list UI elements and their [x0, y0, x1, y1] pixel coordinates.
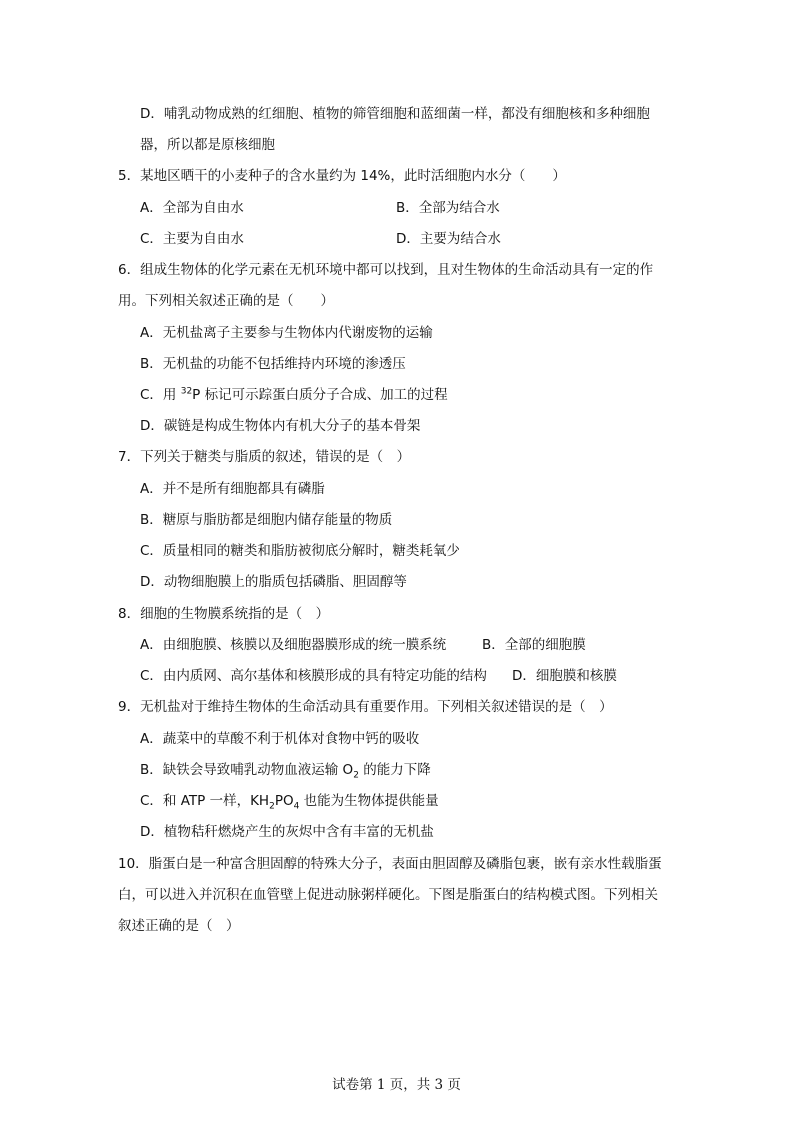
q5-option-a: A．全部为自由水 [140, 200, 244, 216]
q9-option-b [140, 761, 431, 779]
q9-option-a: A．蔬菜中的草酸不利于机体对食物中钙的吸收 [140, 731, 420, 747]
q9-option-c-post: 也能为生物体提供能量 [299, 793, 439, 809]
q9-option-b-pre: B．缺铁会导致哺乳动物血液运输 O [140, 762, 354, 778]
q7-stem: 7．下列关于糖类与脂质的叙述，错误的是（ ） [118, 449, 411, 465]
q9-option-d: D．植物秸秆燃烧产生的灰烬中含有丰富的无机盐 [140, 824, 434, 840]
q5-option-d: D．主要为结合水 [396, 231, 501, 247]
q6-option-a: A．无机盐离子主要参与生物体内代谢废物的运输 [140, 325, 433, 341]
q10-stem-line3: 叙述正确的是（ ） [118, 918, 240, 934]
q7-option-c: C．质量相同的糖类和脂肪被彻底分解时，糖类耗氧少 [140, 543, 460, 559]
q9-option-c-subscript-1: 2 [269, 801, 275, 812]
q6-option-c-pre: C．用 [140, 387, 181, 403]
q9-option-c-subscript-2: 4 [293, 801, 300, 812]
q5-stem: 5．某地区晒干的小麦种子的含水量约为 14%，此时活细胞内水分（ ） [118, 168, 566, 184]
q4-option-d-line2: 器，所以都是原核细胞 [140, 137, 275, 153]
q6-option-d: D．碳链是构成生物体内有机大分子的基本骨架 [140, 418, 421, 434]
q7-option-b: B．糖原与脂肪都是细胞内储存能量的物质 [140, 512, 393, 528]
q5-option-c: C．主要为自由水 [140, 231, 244, 247]
q10-stem-line1: 10．脂蛋白是一种富含胆固醇的特殊大分子，表面由胆固醇及磷脂包裹，嵌有亲水性载脂蛋 [118, 856, 662, 872]
q6-option-c-post: P 标记可示踪蛋白质分子合成、加工的过程 [192, 387, 448, 403]
q9-option-b-subscript: 2 [353, 770, 359, 781]
q6-stem-line2: 用。下列相关叙述正确的是（ ） [118, 293, 334, 309]
q9-option-c-mid: PO [274, 793, 294, 809]
q9-option-c-pre: C．和 ATP 一样，KH [140, 793, 270, 809]
q8-stem: 8．细胞的生物膜系统指的是（ ） [118, 606, 330, 622]
q8-option-b: B．全部的细胞膜 [482, 637, 586, 653]
q9-option-b-post: 的能力下降 [358, 762, 431, 778]
q8-option-c: C．由内质网、高尔基体和核膜形成的具有特定功能的结构 [140, 668, 487, 684]
q8-option-a: A．由细胞膜、核膜以及细胞器膜形成的统一膜系统 [140, 637, 447, 653]
q6-option-b: B．无机盐的功能不包括维持内环境的渗透压 [140, 356, 406, 372]
q4-option-d-line1: D．哺乳动物成熟的红细胞、植物的筛管细胞和蓝细菌一样，都没有细胞核和多种细胞 [140, 106, 650, 122]
q7-option-d: D．动物细胞膜上的脂质包括磷脂、胆固醇等 [140, 574, 407, 590]
q6-option-c [140, 386, 448, 404]
q5-option-b: B．全部为结合水 [396, 200, 500, 216]
q6-stem-line1: 6．组成生物体的化学元素在无机环境中都可以找到，且对生物体的生命活动具有一定的作 [118, 262, 654, 278]
q10-stem-line2: 白，可以进入并沉积在血管壁上促进动脉粥样硬化。下图是脂蛋白的结构模式图。下列相关 [118, 887, 658, 903]
page-footer: 试卷第 1 页，共 3 页 [332, 1077, 461, 1093]
q6-option-c-superscript: 32 [180, 386, 193, 397]
q9-stem: 9．无机盐对于维持生物体的生命活动具有重要作用。下列相关叙述错误的是（ ） [118, 699, 613, 715]
q8-option-d: D．细胞膜和核膜 [512, 668, 617, 684]
q7-option-a: A．并不是所有细胞都具有磷脂 [140, 481, 325, 497]
q9-option-c [140, 792, 439, 810]
